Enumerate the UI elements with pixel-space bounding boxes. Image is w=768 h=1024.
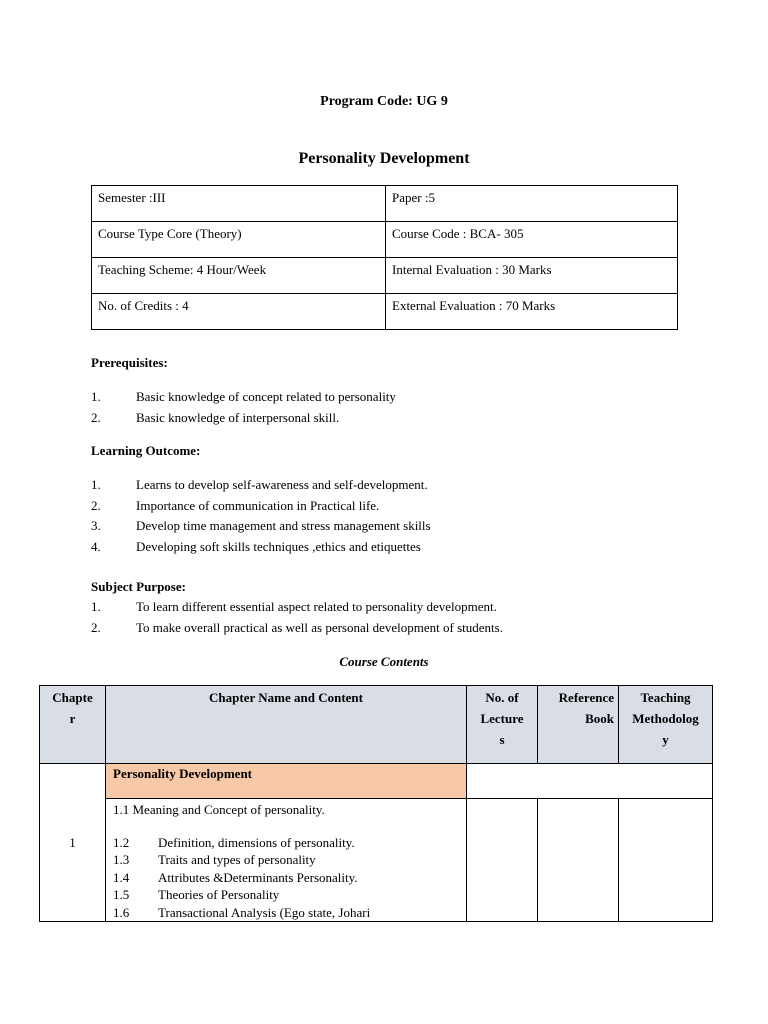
course-type-cell: Course Type Core (Theory) [92, 222, 386, 258]
course-contents-heading: Course Contents [339, 654, 429, 669]
teaching-scheme-cell: Teaching Scheme: 4 Hour/Week [92, 258, 386, 294]
empty-cell [467, 764, 713, 799]
item-text: Developing soft skills techniques ,ethics and etiquettes [136, 538, 421, 554]
content-text: Traits and types of personality [158, 852, 316, 867]
item-text: To learn different essential aspect related to personality development. [136, 599, 497, 614]
list-item [91, 475, 431, 496]
item-number: 2. [91, 409, 101, 425]
header-chapter [40, 686, 106, 764]
content-number: 1.6 [113, 904, 130, 920]
item-text: Importance of communication in Practical life. [136, 497, 380, 513]
content-line [113, 851, 466, 869]
table-row [92, 186, 678, 222]
content-text: Transactional Analysis (Ego state, Johari [158, 904, 371, 920]
header-teaching-line: Teaching [640, 690, 691, 705]
item-number: 2. [91, 619, 101, 635]
header-chapter-line: Chapte [52, 690, 93, 705]
reference-book-cell [538, 799, 619, 922]
header-reference-line: Reference [558, 690, 614, 705]
page-title: Personality Development [298, 150, 470, 167]
content-line [113, 886, 466, 904]
header-teaching-methodology [619, 686, 713, 764]
header-chapter-line: r [69, 711, 76, 726]
item-text: Basic knowledge of concept related to personality [136, 389, 396, 404]
content-text: Theories of Personality [158, 887, 280, 902]
learning-outcome-heading: Learning Outcome: [91, 443, 201, 458]
subject-purpose-heading: Subject Purpose: [91, 579, 186, 594]
learning-outcome-list [91, 475, 431, 557]
course-code-cell: Course Code : BCA- 305 [386, 222, 678, 258]
table-row [40, 764, 713, 799]
table-row [40, 799, 713, 922]
list-item [91, 537, 431, 558]
header-teaching-line: y [662, 732, 669, 747]
content-number: 1.2 [113, 834, 130, 850]
course-contents-table [39, 685, 713, 922]
header-teaching-line: Methodolog [632, 711, 699, 726]
item-text: Basic knowledge of interpersonal skill. [136, 409, 340, 425]
credits-cell: No. of Credits : 4 [92, 294, 386, 330]
header-reference-book [538, 686, 619, 764]
item-number: 4. [91, 538, 101, 554]
list-item [91, 597, 503, 618]
table-row [92, 294, 678, 330]
header-lectures-line: Lecture [480, 711, 524, 726]
table-header-row [40, 686, 713, 764]
content-number: 1.3 [113, 852, 130, 867]
header-chapter-name: Chapter Name and Content [106, 686, 467, 764]
header-lectures [467, 686, 538, 764]
chapter-number-cell: 1 [40, 764, 106, 922]
program-code: Program Code: UG 9 [320, 94, 448, 109]
table-row [92, 258, 678, 294]
item-number: 3. [91, 518, 101, 533]
content-number: 1.5 [113, 887, 130, 902]
item-number: 1. [91, 389, 101, 404]
semester-cell: Semester :III [92, 186, 386, 222]
item-number: 2. [91, 497, 101, 513]
prerequisites-heading: Prerequisites: [91, 355, 168, 370]
content-text: Definition, dimensions of personality. [158, 834, 355, 850]
list-item [91, 496, 431, 517]
teaching-methodology-cell [619, 799, 713, 922]
chapter-content-cell [106, 799, 467, 922]
item-text: Learns to develop self-awareness and self-development. [136, 477, 428, 492]
content-line: 1.1 Meaning and Concept of personality. [113, 802, 325, 817]
item-text: Develop time management and stress management skills [136, 518, 431, 533]
course-info-table [91, 185, 678, 330]
content-number: 1.4 [113, 869, 130, 885]
external-evaluation-cell: External Evaluation : 70 Marks [386, 294, 678, 330]
header-lectures-line: s [499, 732, 505, 747]
list-item [91, 618, 503, 639]
list-item [91, 387, 396, 408]
prerequisites-list [91, 387, 396, 428]
item-number: 1. [91, 477, 101, 492]
content-line [113, 834, 466, 852]
item-text: To make overall practical as well as personal development of students. [136, 619, 503, 635]
item-number: 1. [91, 599, 101, 614]
content-line [113, 904, 466, 922]
list-item [91, 516, 431, 537]
list-item [91, 408, 396, 429]
unit-title-cell: Personality Development [106, 764, 467, 799]
subject-purpose-list [91, 597, 503, 638]
content-line [113, 869, 466, 887]
internal-evaluation-cell: Internal Evaluation : 30 Marks [386, 258, 678, 294]
header-reference-line: Book [585, 711, 614, 726]
header-lectures-line: No. of [485, 690, 519, 705]
paper-cell: Paper :5 [386, 186, 678, 222]
lectures-cell [467, 799, 538, 922]
content-text: Attributes &Determinants Personality. [158, 869, 358, 885]
table-row [92, 222, 678, 258]
